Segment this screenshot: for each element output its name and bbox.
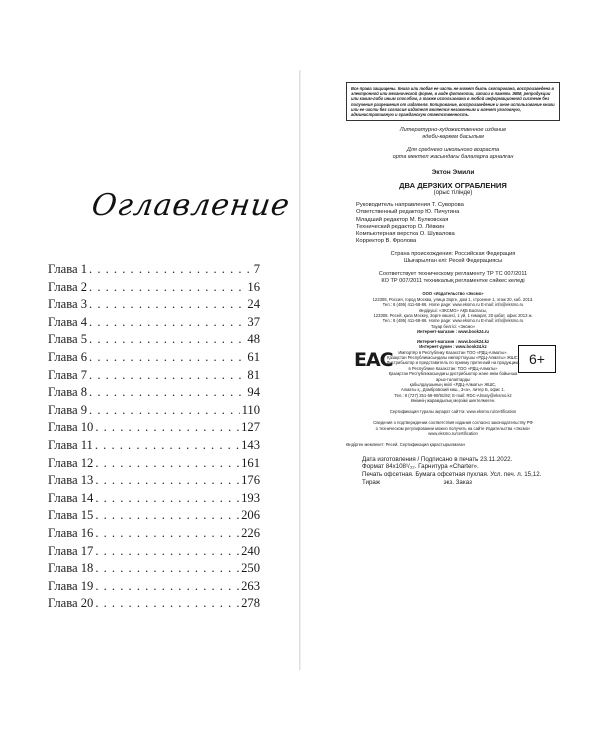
toc-leader-dots bbox=[89, 262, 252, 277]
toc-page-number: 250 bbox=[241, 561, 260, 576]
toc-leader-dots bbox=[89, 315, 245, 330]
genre-ru: Литературно-художественное издание bbox=[399, 127, 507, 134]
toc-leader-dots bbox=[89, 350, 245, 365]
toc-row bbox=[48, 491, 260, 509]
toc-row bbox=[48, 473, 260, 491]
made-in-line: Өндірген мемлекет: Ресей. Сертификация қарастырылмаған bbox=[346, 442, 465, 448]
toc-leader-dots bbox=[95, 508, 239, 523]
book-title: ДВА ДЕРЗКИХ ОГРАБЛЕНИЯ bbox=[399, 181, 507, 191]
importer-line: Өнімнің жарамдылық мерзімі шектелмеген. bbox=[410, 398, 496, 404]
shop-line: Интернет-магазин : www.book24.kz bbox=[416, 338, 490, 344]
importer-line: Қазақстан Республикасындағы дистрибьютор және өнім бойынша арыз-талаптарды bbox=[388, 371, 518, 382]
toc-chapter-label: Глава 9 bbox=[48, 402, 88, 417]
toc-leader-dots bbox=[89, 332, 245, 347]
toc-leader-dots bbox=[95, 526, 239, 541]
toc-page-number: 143 bbox=[241, 437, 260, 452]
age-rating-badge: 6+ bbox=[518, 345, 556, 373]
marking-row bbox=[346, 339, 560, 403]
toc-chapter-label: Глава 1 bbox=[48, 262, 88, 276]
importer-line: Тел.: 8 (727) 251-59-90/91/92; E-mail: RDC-Almaty@eksmo.kz bbox=[394, 392, 512, 398]
toc-chapter-label: Глава 6 bbox=[48, 349, 88, 364]
genre-kz: әдеби-көркем басылым bbox=[422, 134, 484, 141]
table-of-contents bbox=[48, 262, 260, 614]
print-line: Печать офсетная. Бумага офсетная пухлая. Усл. печ. л. 15,12. bbox=[362, 470, 542, 478]
toc-chapter-label: Глава 17 bbox=[48, 543, 94, 558]
order-label: экз. Заказ bbox=[443, 478, 472, 486]
toc-chapter-label: Глава 2 bbox=[48, 279, 88, 294]
toc-leader-dots bbox=[89, 403, 240, 418]
toc-leader-dots bbox=[95, 491, 239, 506]
toc-chapter-label: Глава 10 bbox=[48, 420, 94, 435]
toc-page-number: 81 bbox=[247, 367, 260, 382]
audience-kz: орта мектеп жасындағы балаларға арналған bbox=[392, 154, 514, 161]
toc-page-number: 161 bbox=[241, 455, 260, 470]
toc-heading: Оглавление bbox=[89, 188, 293, 223]
toc-row bbox=[48, 280, 260, 298]
legal-notice: Все права защищены. Книга или любая ее часть не может быть скопирована, воспроизведена в электронной или механической форме, в виде фотокопии, записи в память ЭВМ, репродукции или каким-либо иным способом, а также использована в любой информационной системе без получения разрешения от издателя. Копирование, воспроизведение и иное использование книги или ее части без согласия издателя является незаконным и влечет уголовную, административную и гражданскую ответственность. bbox=[346, 82, 560, 121]
toc-page-number: 37 bbox=[247, 314, 260, 329]
author-name: Эктон Эмили bbox=[431, 169, 475, 177]
crew-line: Технический редактор О. Лёвкин bbox=[356, 223, 445, 230]
toc-page-number: 193 bbox=[241, 490, 260, 505]
toc-leader-dots bbox=[95, 579, 239, 594]
toc-chapter-label: Глава 11 bbox=[48, 437, 93, 452]
shop-line: Интернет-магазин : www.book24.ru bbox=[417, 329, 489, 335]
toc-row bbox=[48, 579, 260, 597]
regulation-kz: КО ТР 007/2011 техникалық регламентке сәйкес келеді bbox=[381, 278, 525, 285]
toc-row bbox=[48, 385, 260, 403]
imprint-page bbox=[346, 82, 560, 486]
toc-page-number: 263 bbox=[241, 578, 260, 593]
format-line: Формат 84x108¹/₃₂. Гарнитура «Charter». bbox=[362, 463, 479, 471]
toc-row bbox=[48, 526, 260, 544]
run-label: Тираж bbox=[362, 478, 380, 486]
importer-line: қабылдаушының өкілі «РДЦ-Алматы» ЖШС, bbox=[409, 381, 497, 387]
book-subtitle: (орыс тілінде) bbox=[433, 190, 473, 197]
toc-row bbox=[48, 561, 260, 579]
toc-row bbox=[48, 438, 260, 456]
toc-row bbox=[48, 456, 260, 474]
toc-chapter-label: Глава 18 bbox=[48, 561, 94, 576]
publisher-contacts: Тел.: 8 (495) 411-68-86. Home page: www.eksmo.ru E-mail: info@eksmo.ru bbox=[382, 302, 524, 308]
crew-line: Корректор В. Фролова bbox=[356, 238, 417, 245]
manufacturer-contacts: Тел.: 8 (495) 411-68-86. Home page: www.eksmo.ru E-mail: info@eksmo.ru bbox=[382, 318, 524, 324]
publisher-address: 123308, Россия, город Москва, улица Зорге, дом 1, строение 1, этаж 20, каб. 2013. bbox=[372, 296, 534, 302]
publisher-name: ООО «Издательство «Эксмо» bbox=[422, 291, 484, 297]
toc-row bbox=[48, 315, 260, 333]
importer-line: Алматы қ., Домбровский көш., 3«а», литер Б, офис 1. bbox=[401, 387, 505, 393]
toc-row bbox=[48, 297, 260, 315]
toc-page-number: 110 bbox=[241, 402, 260, 417]
toc-chapter-label: Глава 3 bbox=[48, 297, 88, 312]
run-line bbox=[362, 479, 560, 487]
toc-row bbox=[48, 544, 260, 562]
toc-leader-dots bbox=[95, 473, 239, 488]
importer-info bbox=[386, 339, 520, 404]
toc-page-number: 206 bbox=[241, 508, 260, 523]
crew-line: Руководитель направления Т. Суворова bbox=[356, 202, 464, 209]
regulation-ru: Соответствует техническому регламенту ТР ТС 007/2011 bbox=[378, 271, 528, 278]
toc-row bbox=[48, 368, 260, 386]
toc-page-number: 278 bbox=[241, 596, 260, 611]
toc-row bbox=[48, 508, 260, 526]
toc-page-number: 94 bbox=[247, 385, 260, 400]
toc-leader-dots bbox=[89, 297, 245, 312]
toc-chapter-label: Глава 12 bbox=[48, 455, 94, 470]
toc-leader-dots bbox=[95, 420, 239, 435]
toc-chapter-label: Глава 7 bbox=[48, 367, 88, 382]
toc-leader-dots bbox=[89, 280, 245, 295]
toc-page-number: 240 bbox=[241, 543, 260, 558]
toc-row bbox=[48, 262, 260, 280]
importer-line: Қазақстан Республикасындағы импорттаушы «РДЦ-Алматы» ЖШС. bbox=[387, 354, 519, 360]
toc-row bbox=[48, 403, 260, 421]
manufacturer-name: Өндіруші: «ЭКСМО» АҚБ Баспасы, bbox=[418, 307, 488, 313]
toc-chapter-label: Глава 14 bbox=[48, 490, 94, 505]
toc-row bbox=[48, 350, 260, 368]
origin-kz: Шығарылған елі: Ресей Федерациясы bbox=[403, 258, 503, 265]
toc-page-number: 226 bbox=[241, 525, 260, 540]
toc-chapter-label: Глава 16 bbox=[48, 525, 94, 540]
crew-line: Ответственный редактор Ю. Пичугина bbox=[356, 209, 460, 216]
toc-leader-dots bbox=[89, 368, 245, 383]
toc-page-number: 61 bbox=[247, 349, 260, 364]
certification-info: www.eksmo.ru/certification bbox=[428, 430, 478, 436]
toc-chapter-label: Глава 20 bbox=[48, 596, 94, 611]
certification-link: Сертификация туралы ақпарат сайтта: www.eksmo.ru/certification bbox=[389, 408, 517, 414]
importer-line: Дистрибьютор и представитель по приему претензий на продукцию, bbox=[386, 360, 520, 366]
toc-leader-dots bbox=[95, 544, 239, 559]
brand-line: Тауар белгісі: «Эксмо» bbox=[430, 323, 476, 329]
toc-page-number: 48 bbox=[247, 332, 260, 347]
toc-leader-dots bbox=[95, 438, 239, 453]
toc-leader-dots bbox=[95, 596, 239, 611]
toc-page-number: 24 bbox=[247, 297, 260, 312]
toc-row bbox=[48, 332, 260, 350]
crew-line: Компьютерная верстка О. Шувалова bbox=[356, 231, 455, 238]
date-line: Дата изготовления / Подписано в печать 23.11.2022. bbox=[362, 455, 513, 463]
crew-line: Младший редактор М. Булковская bbox=[356, 216, 449, 223]
book-gutter bbox=[299, 70, 301, 670]
certification-info: о техническом регулировании можно получить на сайте Издательства «Эксмо» bbox=[375, 425, 531, 431]
toc-leader-dots bbox=[89, 385, 245, 400]
toc-leader-dots bbox=[95, 561, 239, 576]
origin-ru: Страна происхождения: Российская Федерация bbox=[390, 251, 516, 258]
certification-info: Сведения о подтверждении соответствия издания согласно законодательству РФ bbox=[373, 420, 533, 426]
toc-chapter-label: Глава 15 bbox=[48, 508, 94, 523]
importer-line: в Республике Казахстан: ТОО «РДЦ-Алматы» bbox=[408, 365, 498, 371]
eac-mark: EAC bbox=[354, 348, 393, 371]
toc-chapter-label: Глава 5 bbox=[48, 332, 88, 347]
importer-line: Импортёр в Республику Казахстан ТОО «РДЦ-Алматы». bbox=[398, 349, 508, 355]
manufacturer-address: 123308, Ресей, қала Мәскеу, Зорге көшесі, 1 үй, 1 ғимарат, 20 қабат, офис 2013 ж. bbox=[373, 313, 533, 319]
toc-page-number: 127 bbox=[241, 420, 260, 435]
toc-chapter-label: Глава 19 bbox=[48, 578, 94, 593]
shop-line: Интернет-дүкен : www.book24.kz bbox=[419, 344, 487, 350]
toc-page-number: 7 bbox=[253, 262, 260, 276]
toc-row bbox=[48, 420, 260, 438]
toc-chapter-label: Глава 4 bbox=[48, 314, 88, 329]
toc-page-number: 176 bbox=[241, 473, 260, 488]
toc-chapter-label: Глава 8 bbox=[48, 385, 88, 400]
release-info bbox=[346, 456, 560, 486]
toc-row bbox=[48, 596, 260, 614]
audience-ru: Для среднего школьного возраста bbox=[406, 147, 500, 154]
toc-page-number: 16 bbox=[247, 279, 260, 294]
toc-chapter-label: Глава 13 bbox=[48, 473, 94, 488]
toc-leader-dots bbox=[95, 456, 239, 471]
editorial-crew bbox=[346, 202, 560, 245]
